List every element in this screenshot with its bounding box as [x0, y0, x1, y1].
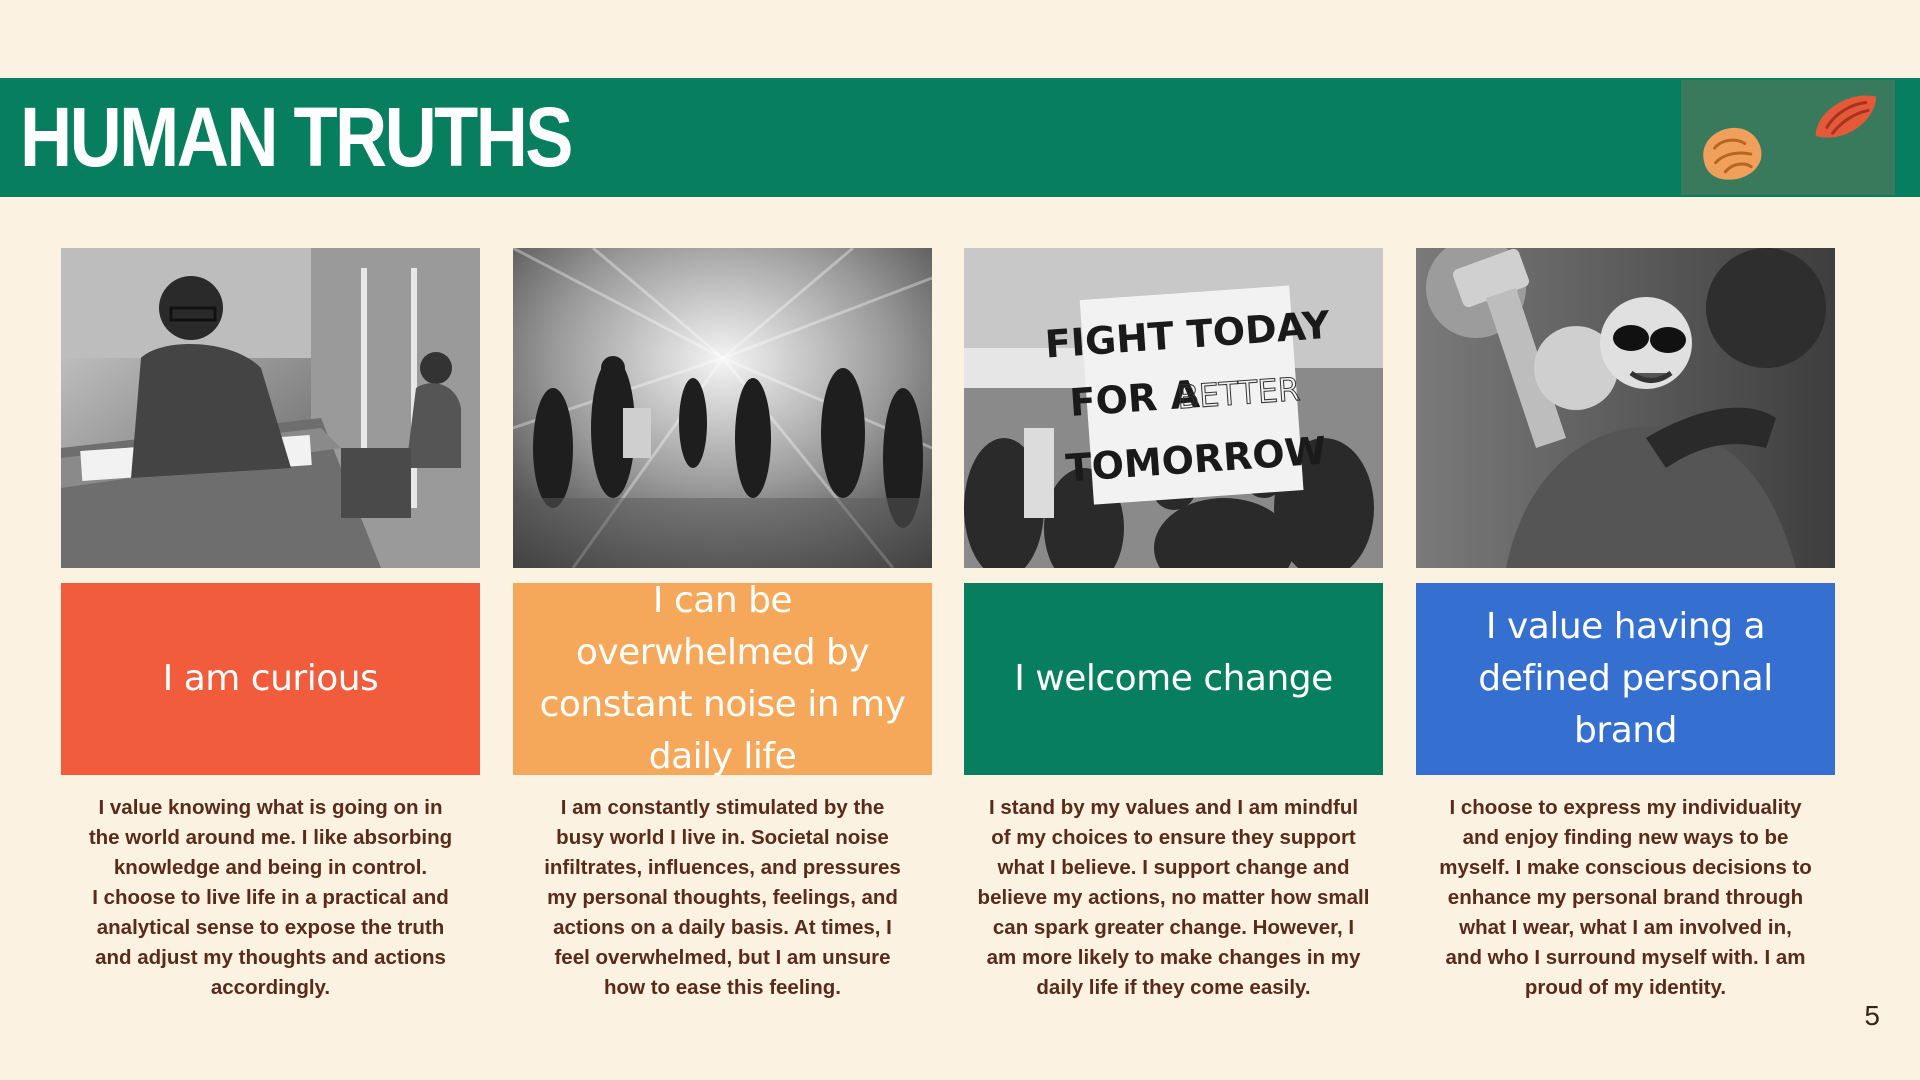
sign-line-3: BETTER: [1175, 370, 1302, 417]
truth-heading: I can be overwhelmed by constant noise in my daily life: [539, 580, 906, 777]
truth-description: I value knowing what is going on in the world around me. I like absorbing knowledge and being in control. I choose to live life in a practical and analytical sense to expose the truth and adjust my thoughts and actions accordingly.: [88, 796, 453, 999]
photo-selfie: [1416, 248, 1835, 568]
truth-heading: I welcome change: [1014, 658, 1333, 699]
almond-icon: [1807, 85, 1885, 148]
truth-heading: I value having a defined personal brand: [1478, 606, 1773, 751]
truth-box-brand: [1416, 583, 1835, 775]
decoration-box: [1681, 80, 1895, 195]
photo-crowd: [513, 248, 932, 568]
truth-description: I am constantly stimulated by the busy world I live in. Societal noise infiltrates, influences, and pressures my personal thoughts, feelings, and actions on a daily basis. At times, I feel overwhelmed, but I am unsure how to ease this feeling.: [544, 796, 901, 999]
sign-line-2: FOR A: [1068, 372, 1202, 426]
sign-line-4: TOMORROW: [1064, 428, 1328, 491]
truth-box-change: [964, 583, 1383, 775]
walnut-icon: [1696, 120, 1768, 188]
nut-decoration: [1681, 80, 1895, 195]
photo-student: [61, 248, 480, 568]
page-number: 5: [1864, 1000, 1880, 1031]
truth-box-curious: [61, 583, 480, 775]
truth-heading: I am curious: [162, 658, 379, 699]
sign-line-1: FIGHT TODAY: [1043, 302, 1332, 367]
truth-description: I stand by my values and I am mindful of my choices to ensure they support what I believe. I support change and believe my actions, no matter how small can spark greater change. However, I am more likely to make changes in my daily life if they come easily.: [977, 796, 1370, 999]
truth-box-overwhelmed: [513, 580, 932, 777]
photo-protest: [964, 248, 1383, 568]
truth-description: I choose to express my individuality and enjoy finding new ways to be myself. I make conscious decisions to enhance my personal brand through what I wear, what I am involved in, and who I surround myself with. I am proud of my identity.: [1439, 796, 1812, 999]
slide-title: HUMAN TRUTHS: [20, 90, 571, 184]
